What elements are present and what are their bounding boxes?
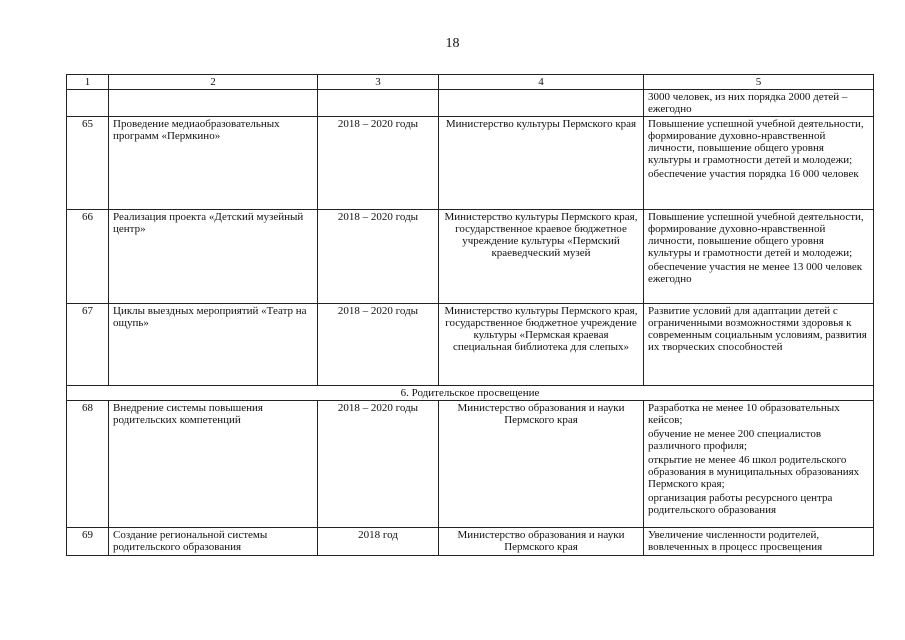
event-results (644, 528, 874, 556)
header-col-2: 2 (109, 75, 318, 90)
header-row (67, 75, 874, 90)
header-col-3: 3 (318, 75, 439, 90)
event-period: 2018 – 2020 годы (318, 401, 439, 528)
result-item: Увеличение численности родителей, вовлеченных в процесс просвещения (648, 529, 823, 553)
result-item: обучение не менее 200 специалистов различного профиля; (648, 428, 822, 452)
result-item: обеспечение участия порядка 16 000 человек (648, 168, 859, 180)
table-row (67, 528, 874, 556)
event-results (644, 210, 874, 304)
events-table (66, 74, 874, 556)
result-item: Развитие условий для адаптации детей с ограниченными возможностями здоровья к современным социальным условиям, развития их творческих способностей (648, 305, 867, 353)
event-name: Внедрение системы повышения родительских компетенций (109, 401, 318, 528)
result-item: Повышение успешной учебной деятельности, формирование духовно-нравственной личности, повышение общего уровня культуры и грамотности детей и молодежи; (648, 118, 864, 166)
row-number: 69 (67, 528, 109, 556)
event-results (644, 401, 874, 528)
result-item: открытие не менее 46 школ родительского образования в муниципальных образованиях Пермского края; (648, 454, 860, 490)
table-row (67, 117, 874, 210)
section-row (67, 386, 874, 401)
table-row (67, 304, 874, 386)
event-executor: Министерство образования и науки Пермского края (439, 401, 644, 528)
continuation-result: 3000 человек, из них порядка 2000 детей – ежегодно (644, 90, 874, 117)
event-name: Создание региональной системы родительского образования (109, 528, 318, 556)
header-col-4: 4 (439, 75, 644, 90)
header-col-5: 5 (644, 75, 874, 90)
result-item: Разработка не менее 10 образовательных кейсов; (648, 402, 840, 426)
event-period: 2018 – 2020 годы (318, 210, 439, 304)
result-item: Повышение успешной учебной деятельности, формирование духовно-нравственной личности, повышение общего уровня культуры и грамотности детей и молодежи; (648, 211, 864, 259)
row-number: 66 (67, 210, 109, 304)
event-period: 2018 – 2020 годы (318, 117, 439, 210)
result-item: обеспечение участия не менее 13 000 человек ежегодно (648, 261, 863, 285)
header-col-1: 1 (67, 75, 109, 90)
continuation-row (67, 90, 874, 117)
table-row (67, 210, 874, 304)
page-number: 18 (445, 36, 460, 51)
event-period: 2018 – 2020 годы (318, 304, 439, 386)
row-number: 67 (67, 304, 109, 386)
section-heading: 6. Родительское просвещение (67, 386, 874, 401)
table-row (67, 401, 874, 528)
event-executor: Министерство культуры Пермского края, государственное краевое бюджетное учреждение культуры «Пермский краеведческий музей (439, 210, 644, 304)
event-executor: Министерство культуры Пермского края (439, 117, 644, 210)
result-item: организация работы ресурсного центра родительского образования (648, 492, 833, 516)
event-name: Проведение медиаобразовательных программ «Пермкино» (109, 117, 318, 210)
event-period: 2018 год (318, 528, 439, 556)
event-results (644, 117, 874, 210)
event-name: Реализация проекта «Детский музейный центр» (109, 210, 318, 304)
row-number: 68 (67, 401, 109, 528)
event-executor: Министерство культуры Пермского края, государственное бюджетное учреждение культуры «Пермская краевая специальная библиотека для слепых» (439, 304, 644, 386)
event-results (644, 304, 874, 386)
event-executor: Министерство образования и науки Пермского края (439, 528, 644, 556)
event-name: Циклы выездных мероприятий «Театр на ощупь» (109, 304, 318, 386)
row-number: 65 (67, 117, 109, 210)
